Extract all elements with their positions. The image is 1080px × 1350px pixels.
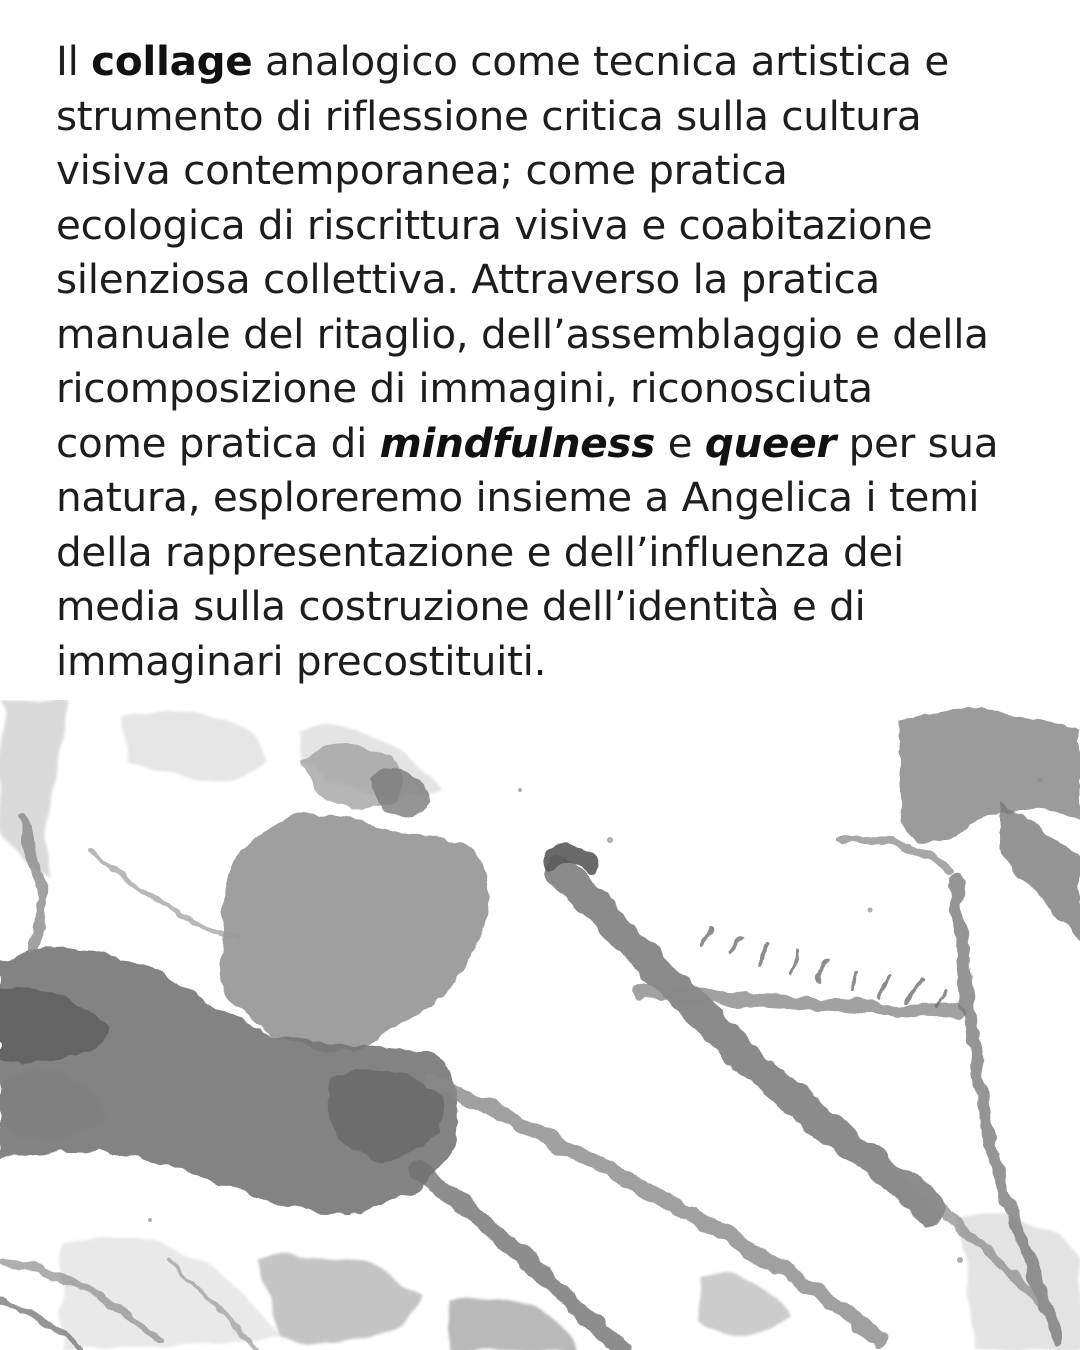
intro-paragraph xyxy=(56,34,1046,688)
line-1-before: Il xyxy=(56,37,92,85)
paragraph-line-2: strumento di riflessione critica sulla cultura xyxy=(56,91,922,140)
paragraph-line-7: ricomposizione di immagini, riconosciuta xyxy=(56,364,873,412)
mindfulness-emphasis: mindfulness xyxy=(379,418,656,467)
paragraph-line-8 xyxy=(56,416,1046,471)
paragraph-line-10: della rappresentazione e dell’influenza dei xyxy=(56,527,904,576)
paragraph-line-4: ecologica di riscrittura visiva e coabitazione xyxy=(56,200,933,249)
line-8-after: per sua xyxy=(836,418,999,467)
paragraph-line-1 xyxy=(56,34,1046,89)
collage-emphasis: collage xyxy=(91,37,253,85)
queer-emphasis: queer xyxy=(704,418,837,467)
paragraph-line-5: silenziosa collettiva. Attraverso la pratica xyxy=(56,255,880,303)
watercolor-artwork xyxy=(0,700,1080,1350)
paragraph-line-12: immaginari precostituiti. xyxy=(56,636,547,685)
paragraph-line-3: visiva contemporanea; come pratica xyxy=(56,146,788,194)
line-1-after: analogico come tecnica artistica e xyxy=(252,37,949,85)
paragraph-line-11: media sulla costruzione dell’identità e di xyxy=(56,582,866,630)
watercolor-brushstrokes xyxy=(0,700,1080,1350)
paragraph-line-6: manuale del ritaglio, dell’assemblaggio e della xyxy=(56,309,989,358)
line-8-middle: e xyxy=(655,418,705,467)
line-8-before: come pratica di xyxy=(56,418,380,467)
paragraph-line-9: natura, esploreremo insieme a Angelica i temi xyxy=(56,473,980,521)
